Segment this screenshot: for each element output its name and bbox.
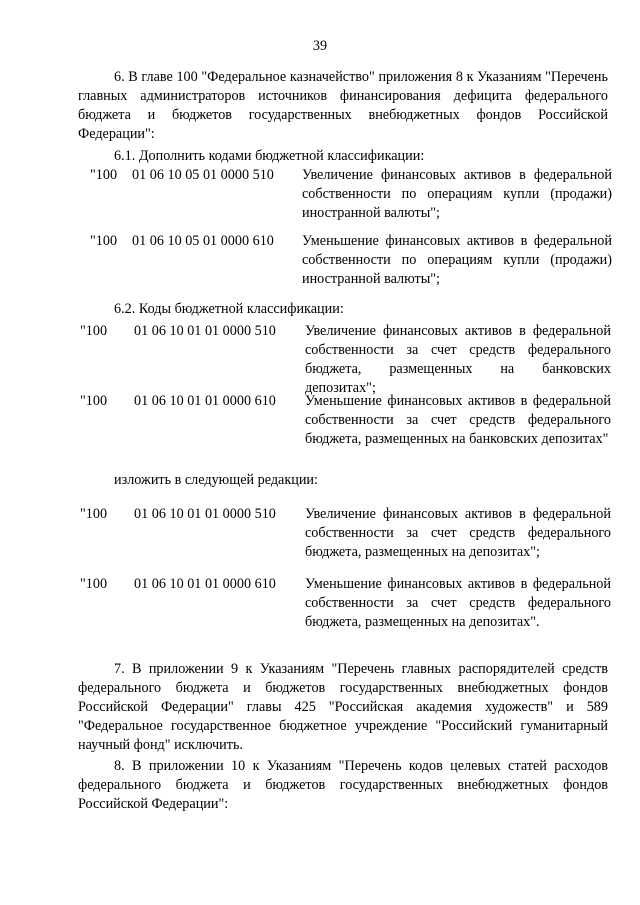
admin-code: "100 [90,233,118,249]
code-row [0,575,640,635]
code-row [0,505,640,565]
page-number: 39 [312,38,328,54]
admin-code: "100 [80,576,108,592]
code-description: Увеличение финансовых активов в федеральной собственности по операциям купли (продажи) иностранной валюты"; [302,167,612,221]
code-description: Уменьшение финансовых активов в федеральной собственности по операциям купли (продажи) иностранной валюты"; [302,233,612,287]
subsection-6-1-heading: 6.1. Дополнить кодами бюджетной классификации: [114,148,425,164]
code-row [0,232,640,292]
budget-code: 01 06 10 01 01 0000 510 [134,323,276,339]
code-row [0,322,640,396]
budget-code: 01 06 10 01 01 0000 610 [134,576,276,592]
paragraph-8: 8. В приложении 10 к Указаниям "Перечень кодов целевых статей расходов федерального бюджета и бюджетов государственных внебюджетных фондов Российской Федерации": [78,758,608,812]
paragraph-6: 6. В главе 100 "Федеральное казначейство" приложения 8 к Указаниям "Перечень главных администраторов источников финансирования дефицита федерального бюджета и бюджетов государственных внебюджетных фондов Российской Федерации": [78,69,608,142]
restate-note: изложить в следующей редакции: [114,472,318,488]
budget-code: 01 06 10 05 01 0000 510 [132,167,274,183]
subsection-6-2-heading: 6.2. Коды бюджетной классификации: [114,301,344,317]
budget-code: 01 06 10 01 01 0000 610 [134,393,276,409]
paragraph-7: 7. В приложении 9 к Указаниям "Перечень главных распорядителей средств федерального бюджета и бюджетов государственных внебюджетных фондов Российской Федерации" главы 425 "Российская академия художеств" и 589 "Федеральное государственное бюджетное учреждение "Российский гуманитарный научный фонд" исключить. [78,661,608,753]
code-description: Уменьшение финансовых активов в федеральной собственности за счет средств федерального бюджета, размещенных на депозитах". [305,576,611,630]
admin-code: "100 [80,323,108,339]
budget-code: 01 06 10 01 01 0000 510 [134,506,276,522]
admin-code: "100 [80,393,108,409]
admin-code: "100 [80,506,108,522]
budget-code: 01 06 10 05 01 0000 610 [132,233,274,249]
admin-code: "100 [90,167,118,183]
code-row [0,166,640,226]
code-description: Уменьшение финансовых активов в федеральной собственности за счет средств федерального бюджета, размещенных на банковских депозитах" [305,393,611,447]
code-row [0,392,640,452]
code-description: Увеличение финансовых активов в федеральной собственности за счет средств федерального бюджета, размещенных на банковских депозитах"; [305,323,611,396]
code-description: Увеличение финансовых активов в федеральной собственности за счет средств федерального бюджета, размещенных на депозитах"; [305,506,611,560]
